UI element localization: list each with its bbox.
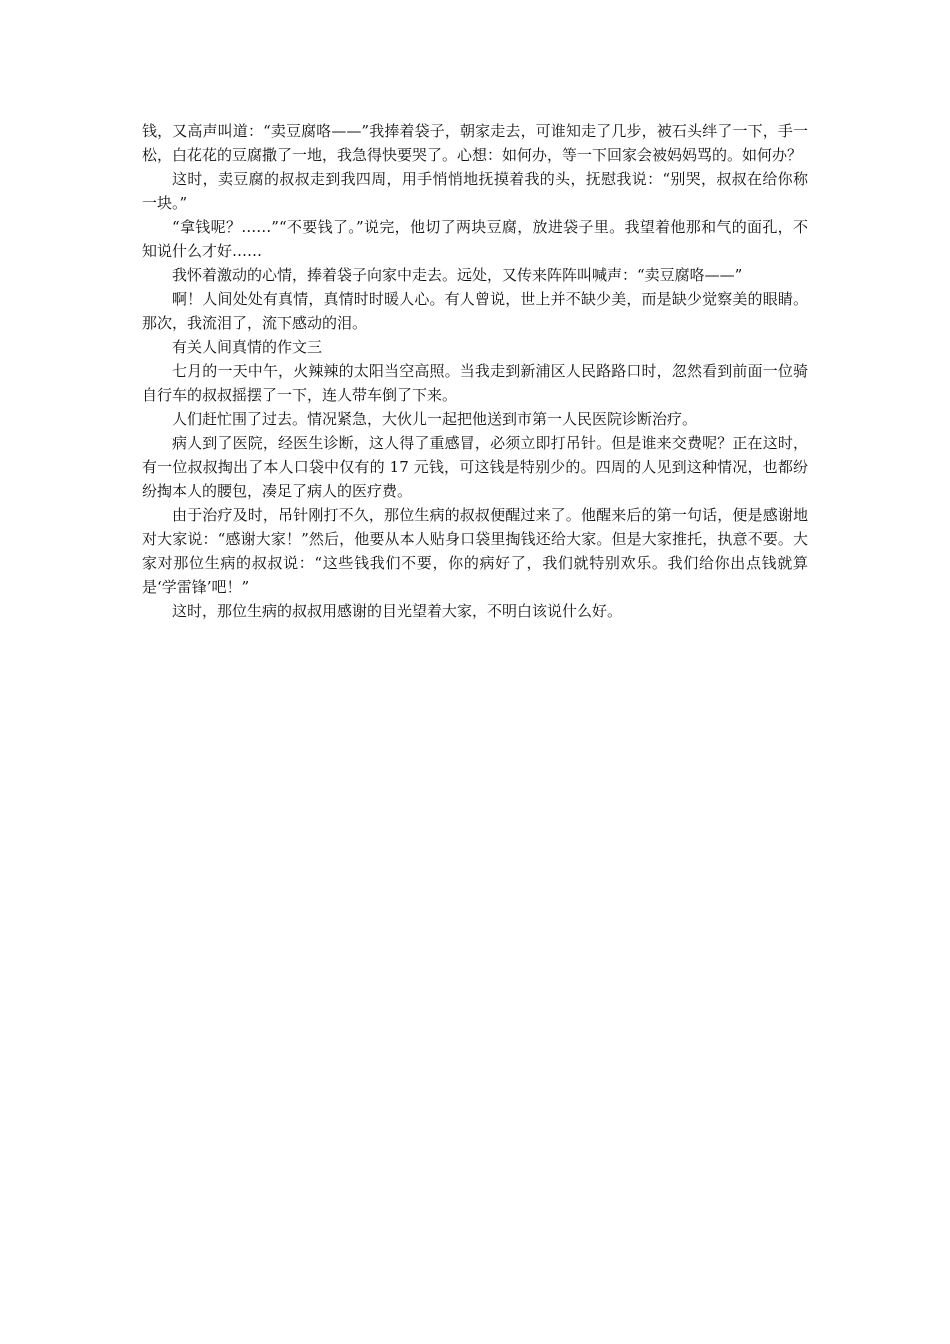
document-body (142, 119, 808, 623)
paragraph: 七月的一天中午，火辣辣的太阳当空高照。当我走到新浦区人民路路口时，忽然看到前面一位骑自行车的叔叔摇摆了一下，连人带车倒了下来。 (142, 362, 808, 404)
paragraph: 啊！人间处处有真情，真情时时暖人心。有人曾说，世上并不缺少美，而是缺少觉察美的眼睛。那次，我流泪了，流下感动的泪。 (142, 290, 808, 332)
paragraph: 这时，卖豆腐的叔叔走到我四周，用手悄悄地抚摸着我的头，抚慰我说：“别哭，叔叔在给你称一块。” (142, 170, 808, 212)
paragraph: 病人到了医院，经医生诊断，这人得了重感冒，必须立即打吊针。但是谁来交费呢？正在这时，有一位叔叔掏出了本人口袋中仅有的 17 元钱，可这钱是特别少的。四周的人见到这种情况，也都纷纷掏本人的腰包，凑足了病人的医疗费。 (142, 434, 808, 500)
paragraph: “拿钱呢？……”“不要钱了。”说完，他切了两块豆腐，放进袋子里。我望着他那和气的面孔，不知说什么才好…… (142, 218, 808, 260)
paragraph: 钱，又高声叫道：“卖豆腐咯——”我捧着袋子，朝家走去，可谁知走了几步，被石头绊了一下，手一松，白花花的豆腐撒了一地，我急得快要哭了。心想：如何办，等一下回家会被妈妈骂的。如何办？ (142, 122, 808, 164)
paragraph: 人们赶忙围了过去。情况紧急，大伙儿一起把他送到市第一人民医院诊断治疗。 (172, 410, 698, 428)
paragraph: 我怀着激动的心情，捧着袋子向家中走去。远处，又传来阵阵叫喊声：“卖豆腐咯——” (172, 266, 743, 284)
paragraph: 由于治疗及时，吊针刚打不久，那位生病的叔叔便醒过来了。他醒来后的第一句话，便是感谢地对大家说：“感谢大家！”然后，他要从本人贴身口袋里掏钱还给大家。但是大家推托，执意不要。大家对那位生病的叔叔说：“这些钱我们不要，你的病好了，我们就特别欢乐。我们给你出点钱就算是‘学雷锋’吧！” (142, 506, 808, 596)
section-heading: 有关人间真情的作文三 (172, 338, 323, 356)
paragraph: 这时，那位生病的叔叔用感谢的目光望着大家，不明白该说什么好。 (172, 602, 623, 620)
